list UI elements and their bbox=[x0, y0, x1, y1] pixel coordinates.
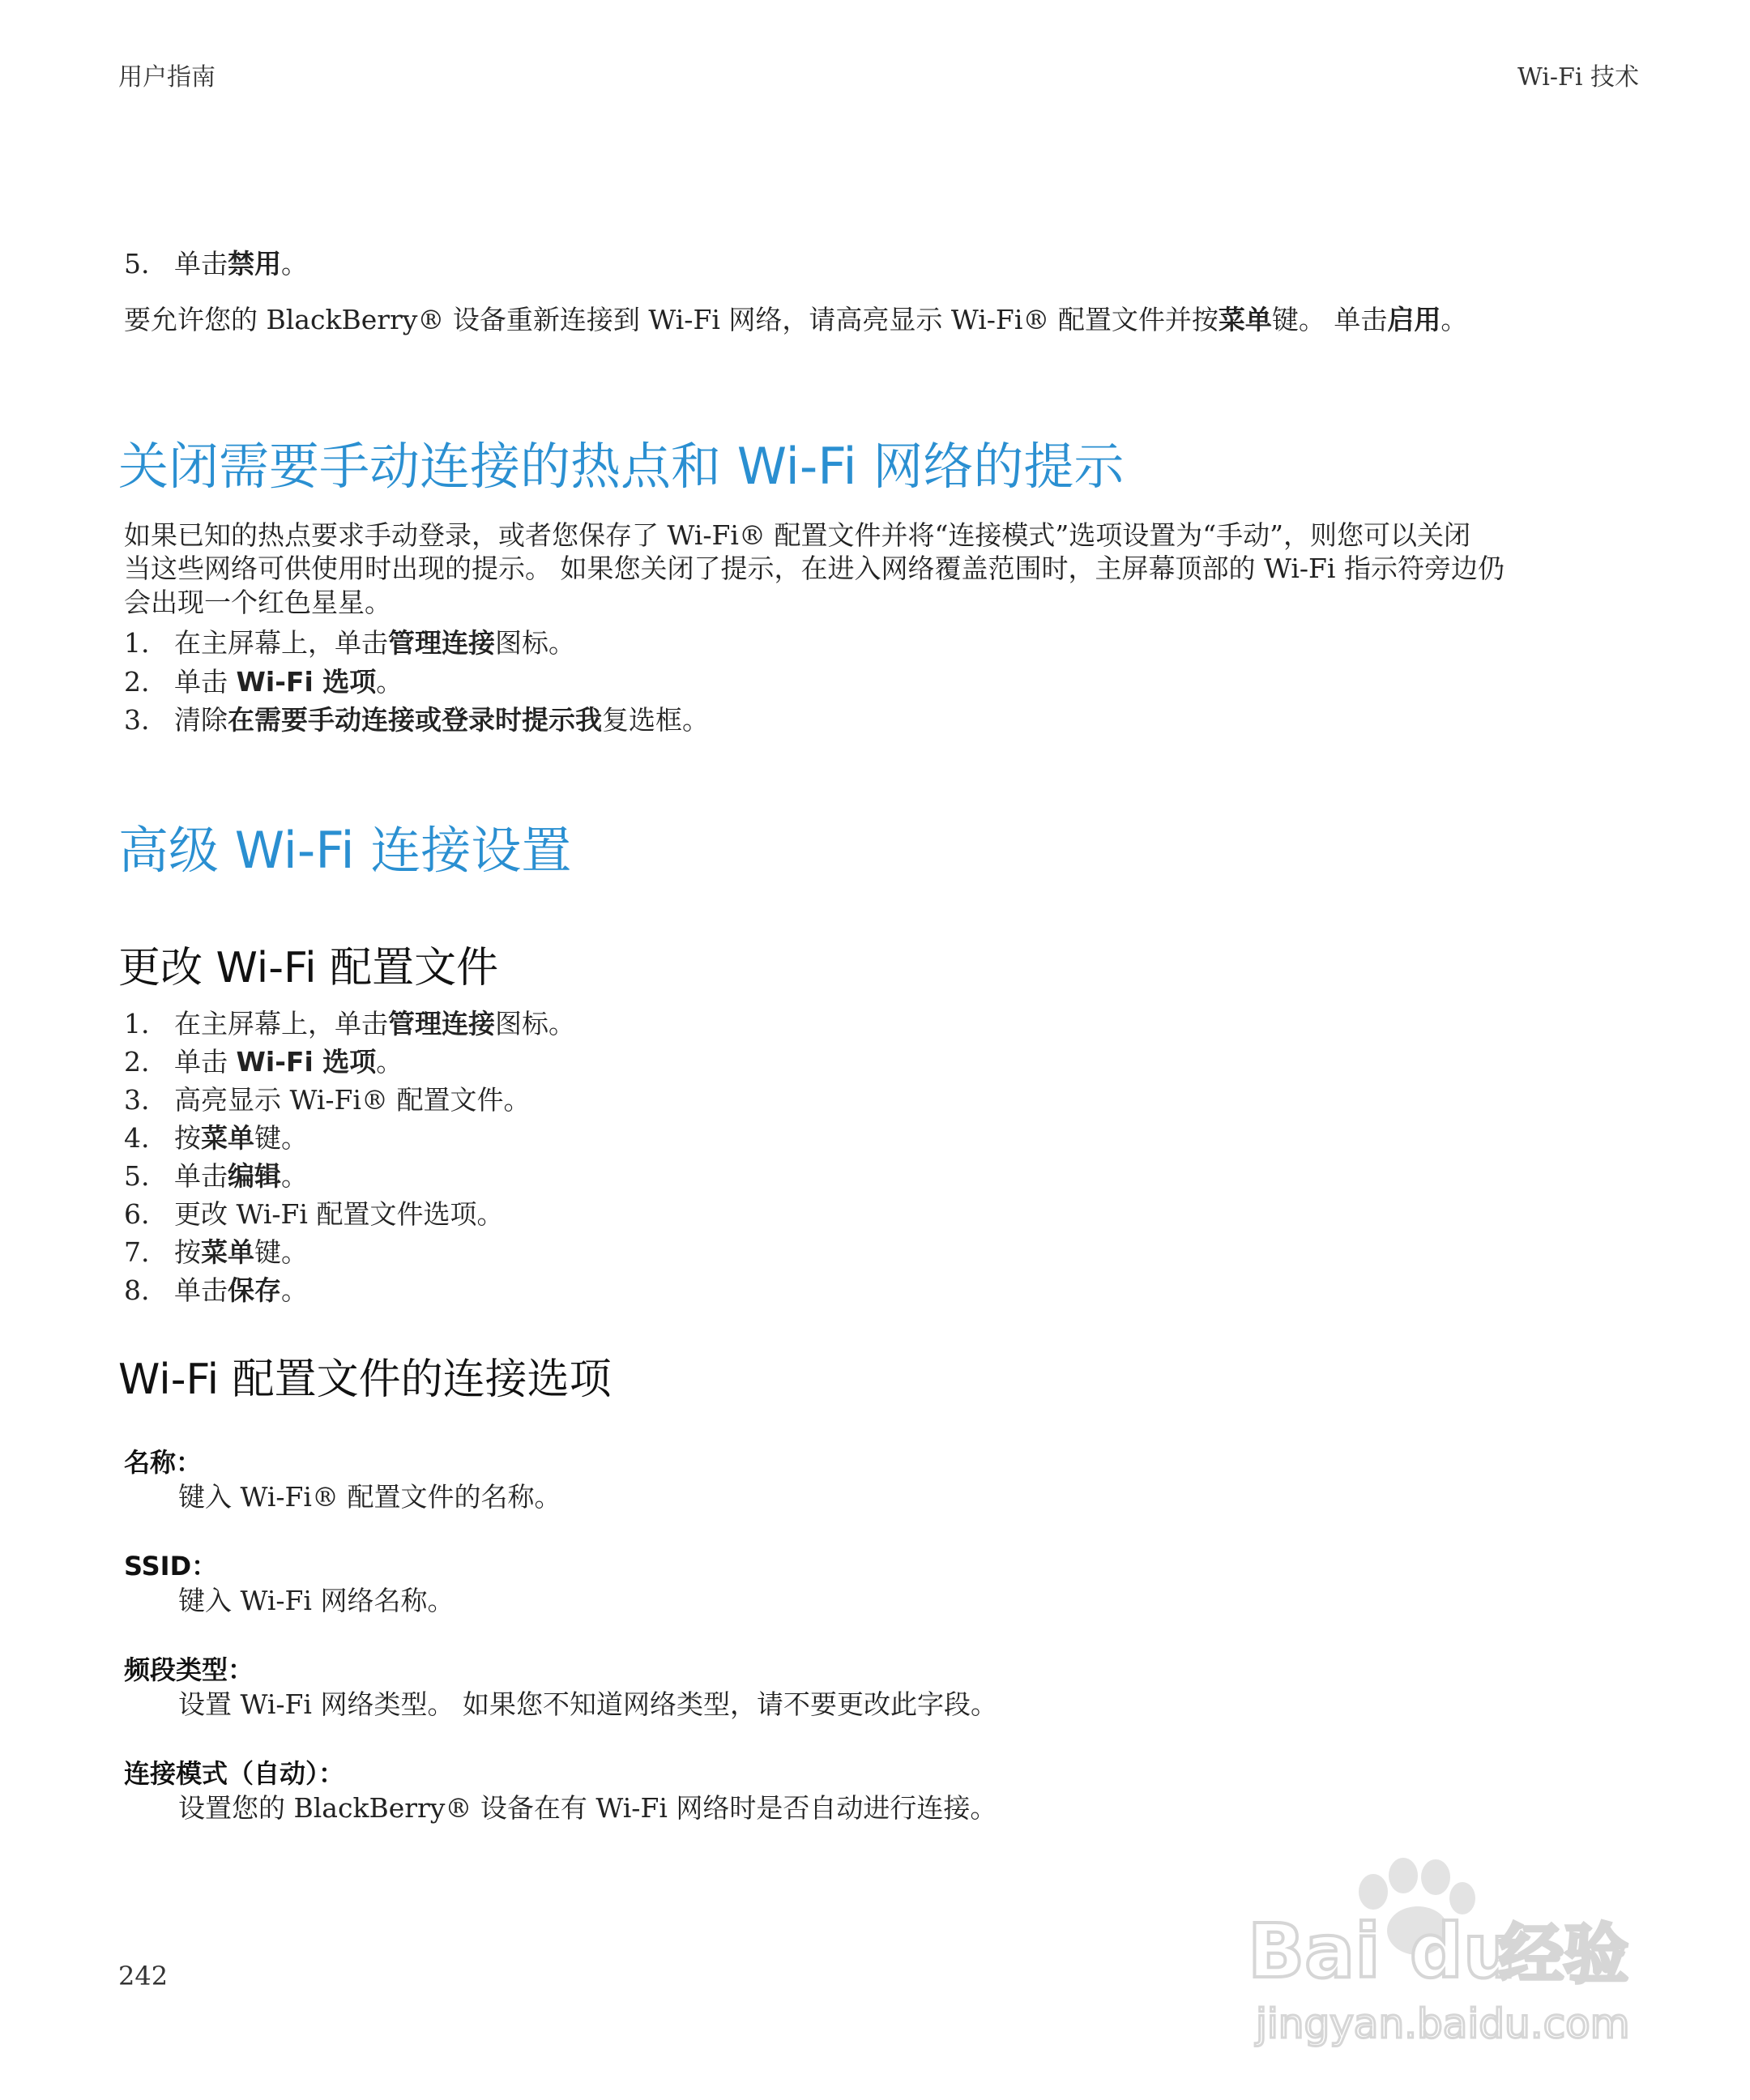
list-item bbox=[124, 1271, 308, 1309]
list-item bbox=[124, 1043, 403, 1081]
list-item bbox=[124, 1005, 575, 1043]
section-heading-advanced-wifi: 高级 Wi-Fi 连接设置 bbox=[118, 821, 572, 880]
step-text-post: 。 bbox=[281, 1160, 308, 1192]
section1-paragraph-line-2: 当这些网络可供使用时出现的提示。 如果您关闭了提示，在进入网络覆盖范围时，主屏幕顶部的 Wi-Fi 指示符旁边仍 bbox=[124, 553, 1505, 584]
list-item bbox=[124, 1157, 308, 1195]
step-text-bold: 菜单 bbox=[201, 1236, 254, 1268]
option-term-band-type: 频段类型： bbox=[124, 1654, 254, 1685]
list-item bbox=[124, 663, 403, 701]
list-item bbox=[124, 1233, 308, 1271]
step-text-bold: 管理连接 bbox=[388, 627, 495, 659]
option-term-connection-mode: 连接模式（自动）： bbox=[124, 1758, 345, 1789]
step-number: 2. bbox=[124, 1046, 150, 1078]
step-text-post: 复选框。 bbox=[602, 704, 709, 736]
step-text-pre: 在主屏幕上，单击 bbox=[174, 1008, 388, 1039]
option-desc-name: 键入 Wi-Fi® 配置文件的名称。 bbox=[178, 1481, 561, 1513]
step-text-post: 图标。 bbox=[495, 627, 575, 659]
section-heading-hotspot-prompt: 关闭需要手动连接的热点和 Wi-Fi 网络的提示 bbox=[118, 437, 1125, 496]
step-text-pre: 按 bbox=[174, 1122, 201, 1154]
step-number: 4. bbox=[124, 1122, 150, 1154]
list-item bbox=[124, 701, 709, 739]
step-text-bold: Wi-Fi 选项 bbox=[236, 1046, 377, 1078]
option-desc-connection-mode: 设置您的 BlackBerry® 设备在有 Wi-Fi 网络时是否自动进行连接。 bbox=[178, 1792, 997, 1824]
watermark-brand-jingyan: 经验 bbox=[1499, 1917, 1628, 1992]
step-text-bold: 保存 bbox=[228, 1274, 281, 1306]
step-text-bold: 禁用 bbox=[228, 248, 281, 280]
step-text-post: 图标。 bbox=[495, 1008, 575, 1039]
subsection-heading-change-profile: 更改 Wi-Fi 配置文件 bbox=[118, 944, 499, 992]
list-item bbox=[124, 1081, 530, 1119]
section1-paragraph-line-1: 如果已知的热点要求手动登录，或者您保存了 Wi-Fi® 配置文件并将“连接模式”选项设置为“手动”，则您可以关闭 bbox=[124, 519, 1470, 551]
step-text-pre: 清除 bbox=[174, 704, 228, 736]
option-desc-band-type: 设置 Wi-Fi 网络类型。 如果您不知道网络类型，请不要更改此字段。 bbox=[178, 1688, 997, 1720]
para-bold-menu: 菜单 bbox=[1218, 304, 1272, 335]
step-text-pre: 高亮显示 Wi-Fi® 配置文件。 bbox=[174, 1084, 531, 1116]
step-number: 1. bbox=[124, 627, 150, 659]
option-term-ssid: SSID： bbox=[124, 1551, 218, 1581]
baidu-paw-logo-icon bbox=[1231, 1835, 1653, 2070]
watermark-brand-du: du bbox=[1410, 1908, 1517, 1995]
step-text-bold: 编辑 bbox=[228, 1160, 281, 1192]
step-number: 3. bbox=[124, 704, 150, 736]
step-text-pre: 在主屏幕上，单击 bbox=[174, 627, 388, 659]
list-item bbox=[124, 1195, 503, 1233]
header-doc-title: 用户指南 bbox=[118, 63, 216, 92]
step-number: 2. bbox=[124, 666, 150, 698]
baidu-watermark bbox=[1231, 1835, 1653, 2070]
section1-paragraph-line-3: 会出现一个红色星星。 bbox=[124, 587, 391, 618]
para-bold-enable: 启用 bbox=[1387, 304, 1441, 335]
step-text-post: 键。 bbox=[254, 1122, 308, 1154]
para-text-post: 。 bbox=[1441, 304, 1468, 335]
watermark-url: jingyan.baidu.com bbox=[1256, 2000, 1630, 2047]
list-item bbox=[124, 624, 575, 662]
step-text-pre: 单击 bbox=[174, 248, 228, 280]
step-text-bold: 管理连接 bbox=[388, 1008, 495, 1039]
step-text-pre: 更改 Wi-Fi 配置文件选项。 bbox=[174, 1198, 504, 1230]
step-text-post: 键。 bbox=[254, 1236, 308, 1268]
step-text-pre: 按 bbox=[174, 1236, 201, 1268]
option-term-name: 名称： bbox=[124, 1447, 203, 1478]
watermark-brand-bai: Bai bbox=[1248, 1908, 1381, 1995]
step-number: 7. bbox=[124, 1236, 150, 1268]
step-text-post: 。 bbox=[376, 1046, 403, 1078]
header-section-title: Wi-Fi 技术 bbox=[1517, 63, 1639, 92]
step-number: 6. bbox=[124, 1198, 150, 1230]
step-text-bold: 菜单 bbox=[201, 1122, 254, 1154]
step-text-post: 。 bbox=[376, 666, 403, 698]
step-text-post: 。 bbox=[281, 248, 308, 280]
option-desc-ssid: 键入 Wi-Fi 网络名称。 bbox=[178, 1585, 455, 1616]
step-number: 8. bbox=[124, 1274, 150, 1306]
step-number: 5. bbox=[124, 1160, 150, 1192]
step-text-pre: 单击 bbox=[174, 1274, 228, 1306]
step-text-pre: 单击 bbox=[174, 1046, 237, 1078]
para-text-pre: 要允许您的 BlackBerry® 设备重新连接到 Wi-Fi 网络，请高亮显示 Wi-Fi® 配置文件并按 bbox=[124, 304, 1219, 335]
step-text-pre: 单击 bbox=[174, 1160, 228, 1192]
step-text-pre: 单击 bbox=[174, 666, 237, 698]
step-text-bold: Wi-Fi 选项 bbox=[236, 666, 377, 698]
subsection-heading-connection-options: Wi-Fi 配置文件的连接选项 bbox=[118, 1355, 612, 1404]
step-text-bold: 在需要手动连接或登录时提示我 bbox=[228, 704, 602, 736]
step-number: 3. bbox=[124, 1084, 150, 1116]
list-item bbox=[124, 1119, 308, 1157]
page-number: 242 bbox=[118, 1961, 169, 1991]
intro-paragraph bbox=[124, 301, 1467, 339]
step-text-post: 。 bbox=[281, 1274, 308, 1306]
step-number: 1. bbox=[124, 1008, 150, 1039]
intro-step-5 bbox=[124, 245, 308, 283]
para-text-mid: 键。 单击 bbox=[1271, 304, 1388, 335]
step-number: 5. bbox=[124, 248, 150, 280]
